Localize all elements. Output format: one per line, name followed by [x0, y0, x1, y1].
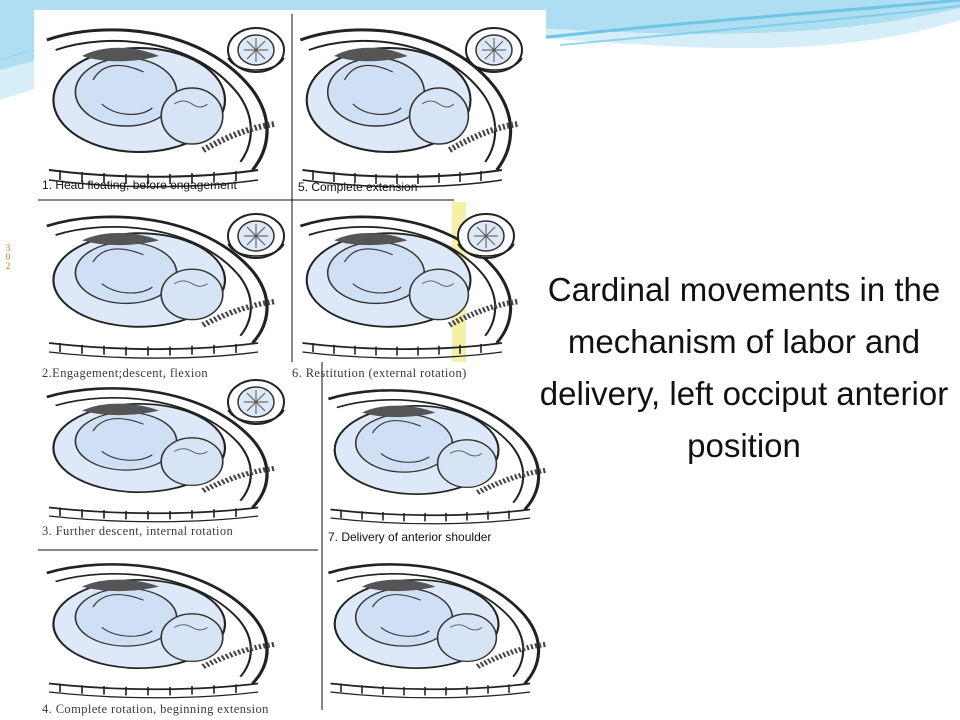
panel-5-complete-extension [292, 14, 542, 200]
panel-1-head-floating [38, 14, 290, 200]
slide-number: 302 [5, 243, 11, 271]
panel-2-engagement [38, 202, 290, 362]
caption-panel-2: 2.Engagement;descent, flexion [42, 366, 209, 380]
slide-title: Cardinal movements in the mechanism of labor and delivery, left occiput anterior position [539, 271, 949, 464]
panel-6-restitution [292, 202, 518, 362]
caption-panel-6: 6. Restitution (external rotation) [292, 366, 467, 380]
caption-panel-3: 3. Further descent, internal rotation [42, 524, 234, 538]
panel-7-anterior-shoulder [324, 376, 546, 526]
panel-3-internal-rotation [38, 376, 318, 526]
caption-panel-7: 7. Delivery of anterior shoulder [328, 530, 492, 544]
caption-panel-5: 5. Complete extension [298, 180, 418, 194]
caption-panel-4: 4. Complete rotation, beginning extension [42, 702, 269, 716]
panel-8-delivery [324, 550, 546, 700]
caption-panel-1: 1. Head floating, before engagement [42, 178, 237, 192]
labor-mechanism-figure [34, 10, 546, 720]
panel-4-beginning-extension [38, 550, 318, 700]
